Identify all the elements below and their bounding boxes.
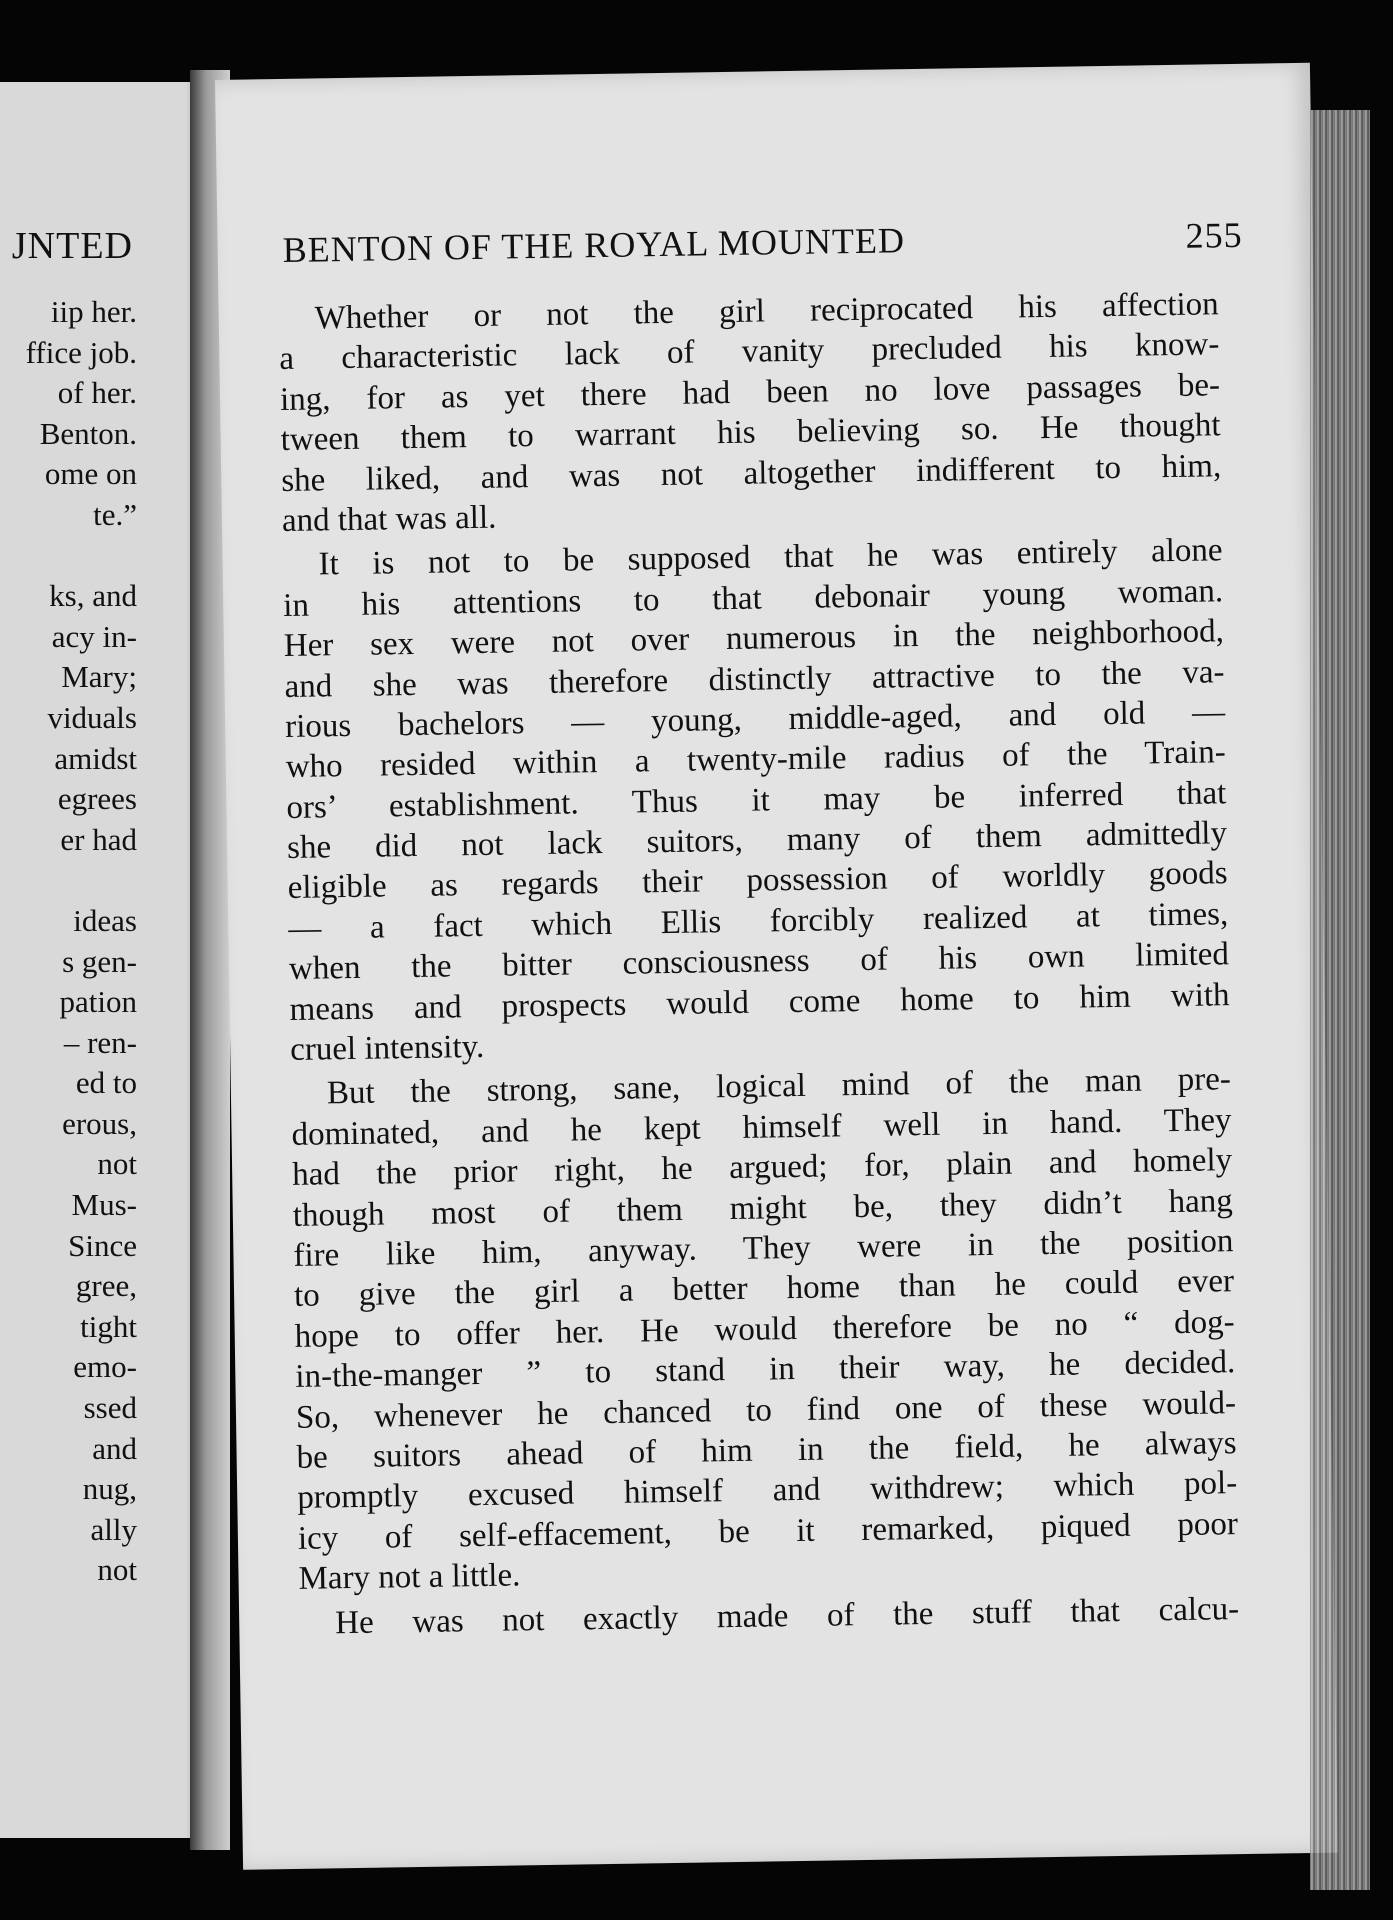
text-line: But the strong, sane, logical mind of the man pre-	[326, 1061, 1232, 1112]
left-page-line: tight	[80, 1308, 137, 1344]
left-page	[0, 82, 215, 1838]
text-line: dominated, and he kept himself well in hand. They	[291, 1101, 1232, 1153]
text-line: eligible as regards their possession of worldly goods	[287, 855, 1228, 907]
text-line: she liked, and was not altogether indifferent to him,	[281, 447, 1222, 499]
left-page-line: Mary;	[61, 659, 137, 695]
left-page-line: ed to	[75, 1065, 137, 1101]
left-page-line: er had	[60, 821, 137, 857]
text-line: Whether or not the girl reciprocated his affection	[314, 286, 1219, 337]
text-line: though most of them might be, they didn’t hang	[292, 1182, 1234, 1234]
left-page-line: – ren-	[63, 1024, 137, 1060]
left-page-line: not	[97, 1552, 137, 1588]
text-line: in his attentions to that debonair young woman.	[282, 572, 1224, 624]
body-text	[278, 284, 1239, 1643]
text-line: He was not exactly made of the stuff that calcu-	[334, 1590, 1240, 1641]
text-line: Mary not a little.	[298, 1557, 521, 1597]
left-page-line: ssed	[83, 1390, 137, 1426]
text-line: cruel intensity.	[289, 1028, 485, 1068]
text-line: to give the girl a better home than he could ever	[293, 1263, 1235, 1315]
page-edges	[1310, 110, 1370, 1890]
left-page-line: of her.	[57, 375, 137, 411]
text-line: and that was all.	[281, 499, 497, 539]
left-page-line: iip her.	[50, 294, 137, 329]
text-line: Her sex were not over numerous in the neighborhood,	[283, 613, 1225, 665]
text-line: icy of self-effacement, be it remarked, piqued poor	[297, 1505, 1239, 1557]
left-page-line: Since	[68, 1227, 137, 1263]
right-page	[215, 63, 1338, 1870]
left-page-line: ks, and	[49, 578, 137, 614]
left-page-line: ffice job.	[25, 334, 137, 370]
left-page-line: emo-	[73, 1349, 137, 1385]
left-page-line: Mus-	[71, 1187, 137, 1223]
left-page-line	[26, 536, 137, 577]
text-line: hope to offer her. He would therefore be no “ dog-	[294, 1303, 1235, 1355]
text-line: So, whenever he chanced to find one of these would-	[295, 1384, 1237, 1436]
left-page-line: gree,	[75, 1268, 137, 1304]
left-page-line: te.”	[93, 496, 137, 532]
left-page-line: ally	[90, 1511, 137, 1547]
text-line: fire like him, anyway. They were in the position	[293, 1223, 1234, 1274]
page-number: 255	[1185, 214, 1243, 256]
left-page-line: s gen-	[62, 943, 137, 979]
left-page-line: not	[97, 1146, 137, 1182]
left-page-line: viduals	[47, 699, 137, 735]
left-page-running-head: JNTED	[11, 225, 133, 267]
left-page-line: erous,	[62, 1105, 137, 1141]
text-line: tween them to warrant his believing so. He thought	[280, 407, 1221, 459]
text-line: rious bachelors — young, middle-aged, and old —	[284, 694, 1226, 745]
left-page-line: Benton.	[39, 415, 137, 451]
text-line: — a fact which Ellis forcibly realized at times,	[288, 896, 1229, 947]
text-line: a characteristic lack of vanity precluded his know-	[279, 326, 1220, 378]
left-page-line: ideas	[73, 902, 137, 938]
text-line: promptly excused himself and withdrew; which pol-	[297, 1465, 1238, 1517]
left-page-line: pation	[59, 984, 137, 1020]
left-page-line: nug,	[82, 1471, 137, 1507]
text-line: in-the-manger ” to stand in their way, he decided.	[295, 1344, 1236, 1396]
text-line: ing, for as yet there had been no love passages be-	[279, 367, 1221, 418]
text-line: ors’ establishment. Thus it may be inferred that	[286, 774, 1227, 826]
left-page-text	[26, 292, 137, 1591]
text-line: she did not lack suitors, many of them admittedly	[286, 815, 1228, 867]
text-line: when the bitter consciousness of his own limited	[288, 936, 1230, 988]
running-head	[282, 214, 1243, 270]
text-line: be suitors ahead of him in the field, he always	[296, 1425, 1237, 1476]
text-line: had the prior right, he argued; for, plain and homely	[291, 1142, 1233, 1194]
text-line: who resided within a twenty-mile radius of the Train-	[285, 734, 1226, 786]
running-head-title: BENTON OF THE ROYAL MOUNTED	[282, 220, 906, 270]
left-page-line	[26, 860, 137, 901]
text-line: It is not to be supposed that he was entirely alone	[318, 532, 1223, 583]
left-page-line: acy in-	[51, 618, 137, 654]
left-page-line: and	[92, 1430, 137, 1466]
left-page-line: amidst	[54, 740, 137, 776]
text-line: and she was therefore distinctly attractive to the va-	[284, 653, 1225, 705]
text-line: means and prospects would come home to him with	[289, 976, 1230, 1028]
left-page-line: ome on	[44, 456, 137, 492]
left-page-line: egrees	[57, 781, 137, 817]
